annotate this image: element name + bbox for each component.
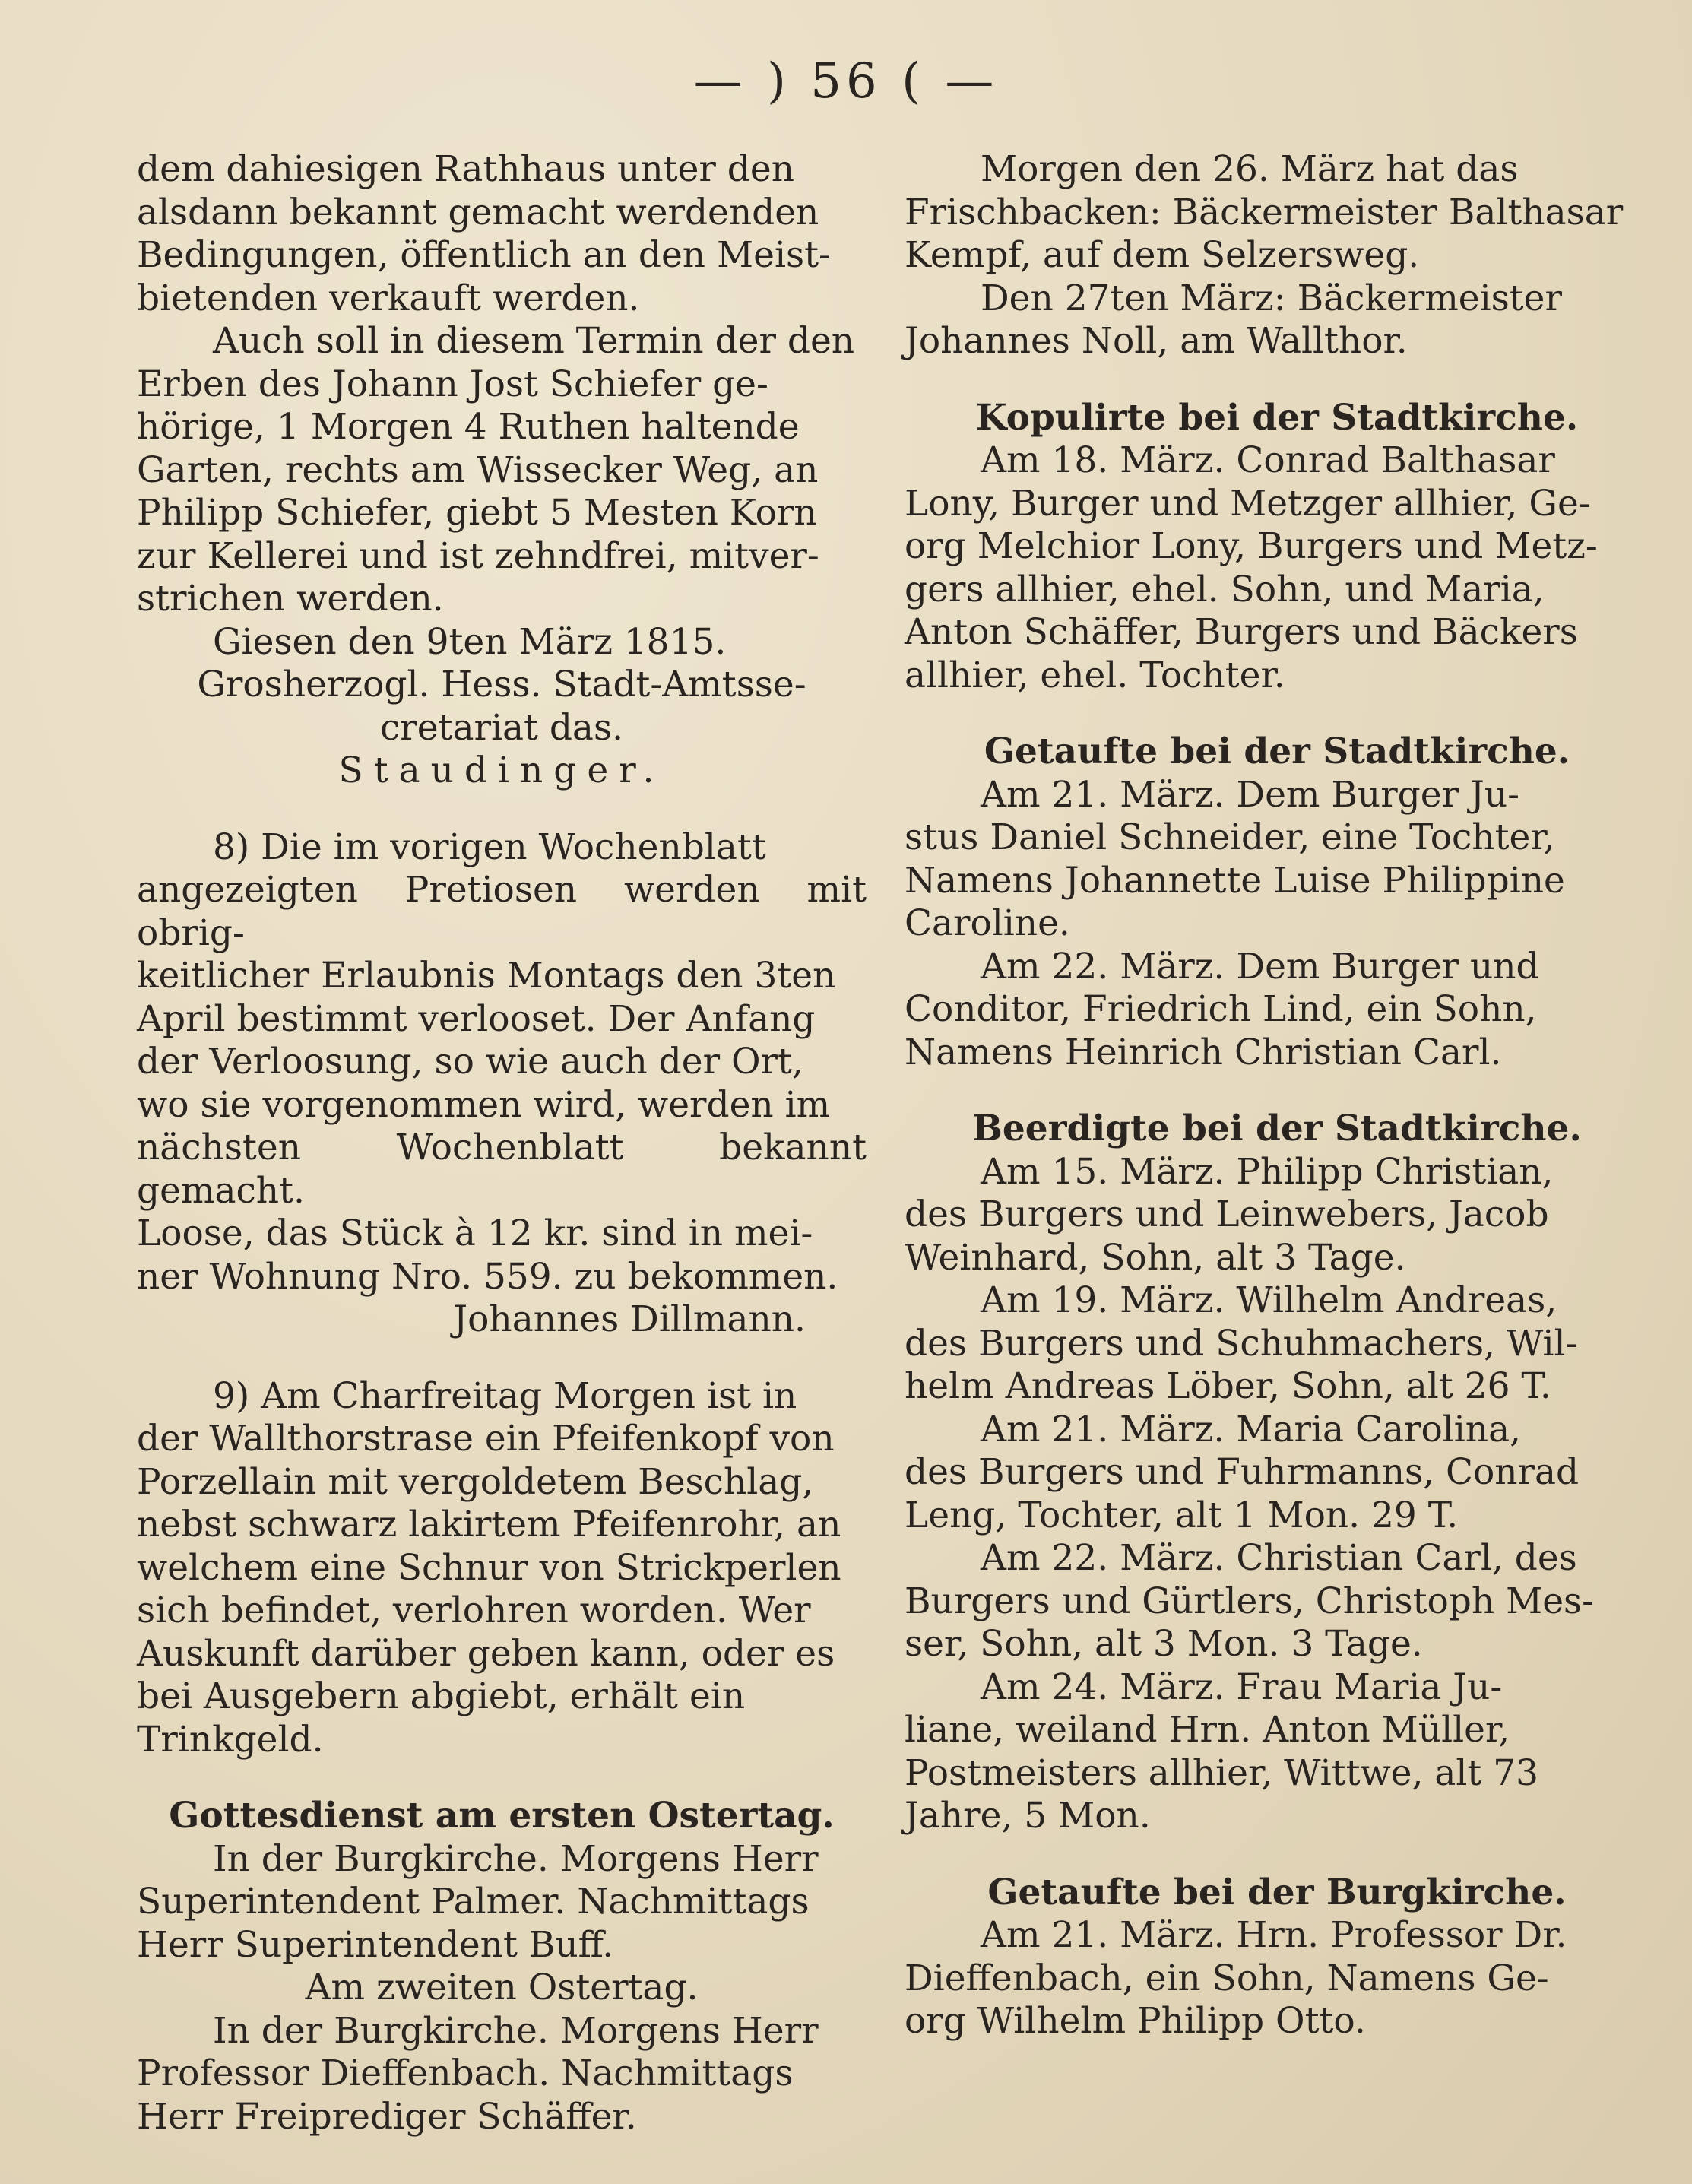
text-line: Conditor, Friedrich Lind, ein Sohn, <box>905 988 1537 1030</box>
text-line: Am 22. März. Dem Burger und <box>981 945 1539 987</box>
page-number: — ) 56 ( — <box>693 53 999 109</box>
text-line: des Burgers und Fuhrmanns, Conrad <box>905 1451 1580 1493</box>
text-line: Caroline. <box>905 902 1070 944</box>
text-line: Professor Dieffenbach. Nachmittags <box>137 2052 794 2094</box>
text-line: wo sie vorgenommen wird, werden im <box>137 1083 831 1126</box>
text-line: ner Wohnung Nro. 559. zu bekommen. <box>137 1255 838 1298</box>
text-line: Weinhard, Sohn, alt 3 Tage. <box>905 1236 1406 1279</box>
notice-9 <box>137 1375 867 1762</box>
text-line: allhier, ehel. Tochter. <box>905 654 1285 696</box>
text-line: Auch soll in diesem Termin der den <box>213 320 855 362</box>
text-line: Am 21. März. Dem Burger Ju- <box>981 773 1519 816</box>
text-line: Grosherzogl. Hess. Stadt-Amtsse- <box>197 664 806 705</box>
burial-entry-4 <box>905 1537 1649 1666</box>
heading-getaufte-burgkirche: Getaufte bei der Burgkirche. <box>987 1871 1567 1913</box>
text-line: Dieffenbach, ein Sohn, Namens Ge- <box>905 1957 1549 1999</box>
text-line: liane, weiland Hrn. Anton Müller, <box>905 1709 1510 1751</box>
paragraph-garden-sale <box>137 320 867 621</box>
baking-notice-1 <box>905 148 1649 277</box>
text-line: des Burgers und Leinwebers, Jacob <box>905 1193 1549 1235</box>
text-line: org Wilhelm Philipp Otto. <box>905 2000 1366 2042</box>
text-line: hörige, 1 Morgen 4 Ruthen haltende <box>137 406 800 448</box>
text-line: Auskunft darüber geben kann, oder es <box>137 1632 835 1675</box>
text-line: April bestimmt verlooset. Der Anfang <box>137 997 816 1040</box>
text-line: Porzellain mit vergoldetem Beschlag, <box>137 1460 814 1503</box>
text-line: Herr Freiprediger Schäffer. <box>137 2095 637 2138</box>
text-line: nächsten Wochenblatt bekannt gemacht. <box>137 1127 867 1212</box>
dateline: Giesen den 9ten März 1815. <box>213 620 727 663</box>
burial-entry-3 <box>905 1409 1649 1538</box>
text-line: 9) Am Charfreitag Morgen ist in <box>213 1374 797 1417</box>
text-line: Am 24. März. Frau Maria Ju- <box>981 1666 1503 1708</box>
text-line: Den 27ten März: Bäckermeister <box>981 277 1562 319</box>
text-line: Namens Johannette Luise Philippine <box>905 859 1565 902</box>
text-line: alsdann bekannt gemacht werdenden <box>137 191 819 233</box>
text-line: Am 15. März. Philipp Christian, <box>981 1150 1554 1193</box>
burial-entry-2 <box>905 1279 1649 1409</box>
heading-gottesdienst: Gottesdienst am ersten Ostertag. <box>169 1795 835 1837</box>
text-line: sich befindet, verlohren worden. Wer <box>137 1590 811 1631</box>
text-line: Trinkgeld. <box>137 1718 324 1761</box>
text-line: bei Ausgebern abgiebt, erhält ein <box>137 1675 746 1717</box>
text-line: Am 18. März. Conrad Balthasar <box>981 439 1555 481</box>
text-line: Erben des Johann Jost Schiefer ge- <box>137 363 768 405</box>
signer-dillmann: Johannes Dillmann. <box>453 1298 806 1340</box>
text-line: zur Kellerei und ist zehndfrei, mitver- <box>137 534 819 577</box>
text-line: Kempf, auf dem Selzersweg. <box>905 234 1420 276</box>
burial-entry-1 <box>905 1151 1649 1280</box>
text-line: des Burgers und Schuhmachers, Wil- <box>905 1322 1578 1365</box>
text-line: ser, Sohn, alt 3 Mon. 3 Tage. <box>905 1623 1423 1665</box>
text-line: org Melchior Lony, Burgers und Metz- <box>905 525 1598 567</box>
text-line: bietenden verkauft werden. <box>137 277 640 319</box>
baking-notice-2 <box>905 277 1649 363</box>
text-line: Morgen den 26. März hat das <box>981 148 1519 190</box>
baptism-entry-2 <box>905 946 1649 1075</box>
text-line: Am 19. März. Wilhelm Andreas, <box>981 1279 1557 1321</box>
text-line: strichen werden. <box>137 578 444 620</box>
text-line: gers allhier, ehel. Sohn, und Maria, <box>905 568 1545 610</box>
service-first-day <box>137 1838 867 1967</box>
text-line: Johannes Noll, am Wallthor. <box>905 320 1408 362</box>
heading-beerdigte: Beerdigte bei der Stadtkirche. <box>972 1108 1582 1149</box>
service-second-day <box>137 2010 867 2139</box>
marriage-entry <box>905 439 1649 697</box>
office-signature <box>137 664 867 750</box>
text-line: Lony, Burger und Metzger allhier, Ge- <box>905 482 1591 525</box>
signer-staudinger: Staudinger. <box>338 750 665 791</box>
text-line: Am 21. März. Hrn. Professor Dr. <box>981 1914 1567 1956</box>
burial-entry-5 <box>905 1666 1649 1838</box>
text-line: In der Burgkirche. Morgens Herr <box>213 2009 819 2052</box>
text-line: Am 22. März. Christian Carl, des <box>981 1537 1577 1579</box>
heading-getaufte-stadtkirche: Getaufte bei der Stadtkirche. <box>984 731 1570 772</box>
text-line: Bedingungen, öffentlich an den Meist- <box>137 234 831 276</box>
text-line: 8) Die im vorigen Wochenblatt <box>213 826 766 868</box>
text-line: Garten, rechts am Wissecker Weg, an <box>137 449 819 491</box>
heading-zweiten-ostertag: Am zweiten Ostertag. <box>305 1967 699 2008</box>
text-line: der Verloosung, so wie auch der Ort, <box>137 1041 803 1082</box>
heading-kopulirte: Kopulirte bei der Stadtkirche. <box>975 396 1579 439</box>
text-line: In der Burgkirche. Morgens Herr <box>213 1837 819 1880</box>
left-column <box>137 148 867 2138</box>
text-line: keitlicher Erlaubnis Montags den 3ten <box>137 955 836 997</box>
text-line: Leng, Tochter, alt 1 Mon. 29 T. <box>905 1494 1459 1536</box>
text-line: Superintendent Palmer. Nachmittags <box>137 1881 810 1922</box>
text-line: Herr Superintendent Buff. <box>137 1923 614 1966</box>
text-line: Loose, das Stück à 12 kr. sind in mei- <box>137 1212 813 1254</box>
text-line: stus Daniel Schneider, eine Tochter, <box>905 816 1555 858</box>
text-line: helm Andreas Löber, Sohn, alt 26 T. <box>905 1365 1551 1407</box>
text-line: Am 21. März. Maria Carolina, <box>981 1408 1522 1450</box>
text-line: nebst schwarz lakirtem Pfeifenrohr, an <box>137 1504 841 1545</box>
text-line: Frischbacken: Bäckermeister Balthasar <box>905 191 1624 233</box>
text-line: Philipp Schiefer, giebt 5 Mesten Korn <box>137 492 817 534</box>
right-column <box>905 148 1649 2043</box>
text-line: Burgers und Gürtlers, Christoph Mes- <box>905 1580 1595 1622</box>
text-line: welchem eine Schnur von Strickperlen <box>137 1546 841 1589</box>
baptism-entry-1 <box>905 774 1649 946</box>
text-line: der Wallthorstrase ein Pfeifenkopf von <box>137 1418 835 1460</box>
text-line: Namens Heinrich Christian Carl. <box>905 1031 1502 1073</box>
text-line: cretariat das. <box>379 706 624 749</box>
text-line: dem dahiesigen Rathhaus unter den <box>137 148 794 190</box>
text-line: Anton Schäffer, Burgers und Bäckers <box>905 611 1578 653</box>
text-line: angezeigten Pretiosen werden mit obrig- <box>137 869 867 954</box>
burg-baptism-entry <box>905 1914 1649 2043</box>
paragraph-continued <box>137 148 867 320</box>
notice-8 <box>137 826 867 1299</box>
text-line: Jahre, 5 Mon. <box>905 1795 1151 1837</box>
text-line: Postmeisters allhier, Wittwe, alt 73 <box>905 1751 1539 1794</box>
